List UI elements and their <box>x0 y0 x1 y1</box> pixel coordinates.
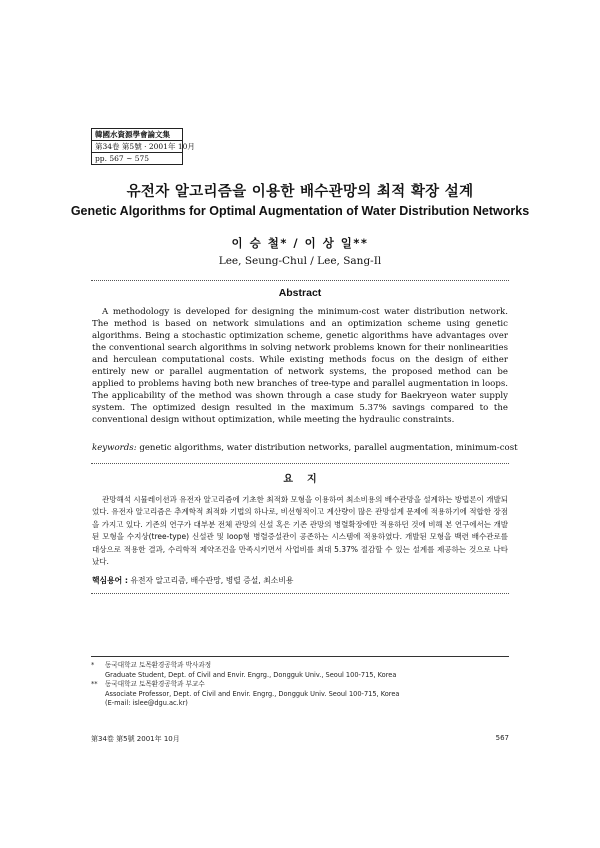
footnote-1-ko <box>91 661 509 671</box>
footnote-2-ko-text: 동국대학교 토목환경공학과 부교수 <box>105 680 205 689</box>
footnote-2-email: (E-mail: islee@dgu.ac.kr) <box>105 699 188 708</box>
authors-korean: 이 승 철* / 이 상 일** <box>231 236 369 250</box>
yoji-text: 관망해석 시뮬레이션과 유전자 알고리즘에 기초한 최적화 모형을 이용하여 최소비용의 배수관망을 설계하는 방법론이 개발되었다. 유전자 알고리즘은 추계학적 최적화 기법의 하나로, 비선형적이고 계산량이 많은 관망설계 문제에 적용하기에 적합한 장점을 가지고 있다. 기존의 연구가 대부분 전체 관망의 신설 혹은 기존 관망의 병렬확장에만 적용하던 것에 비해 본 연구에서는 개발된 모형을 수지상(tree-type) 신설관 및 loop형 병렬증설관이 공존하는 시스템에 적용하였다. 개발된 모형을 백련 배수관로를 대상으로 적용한 결과, 수리학적 제약조건을 만족시키면서 사업비를 최대 5.37% 절감할 수 있는 설계를 제공하는 것으로 나타났다. <box>92 495 508 567</box>
journal-pages: pp. 567 ~ 575 <box>95 154 150 163</box>
divider-top <box>91 280 509 281</box>
divider-bottom <box>91 593 509 594</box>
yoji-keywords-list: 유전자 알고리즘, 배수관망, 병렬 증설, 최소비용 <box>130 576 294 585</box>
page-footer <box>91 734 509 744</box>
abstract-heading: Abstract <box>278 287 322 299</box>
yoji-keywords <box>92 575 508 586</box>
title-korean: 유전자 알고리즘을 이용한 배수관망의 최적 확장 설계 <box>126 184 474 200</box>
footnote-2-ko <box>91 680 509 690</box>
divider-mid <box>91 463 509 464</box>
keywords-list: genetic algorithms, water distribution networks, parallel augmentation, minimum-cost <box>139 443 518 453</box>
journal-info-box <box>91 128 195 165</box>
keywords-label: keywords: <box>92 443 137 453</box>
footnotes <box>91 661 509 709</box>
journal-volume: 第34卷 第5號 · 2001年 10月 <box>92 141 182 153</box>
footer-issue: 第34卷 第5號 2001年 10月 <box>91 735 180 743</box>
footnote-1-mark: * <box>91 661 95 669</box>
footnote-rule <box>91 656 509 657</box>
abstract-text: A methodology is developed for designing the minimum-cost water distribution network. The method is based on network simulations and an optimization scheme using genetic algorithms. Being a stochastic optimization scheme, genetic algorithms have advantages over the conventional search algorithms in solving network problems known for their nonlinearities and herculean computational costs. While existing methods focus on the design of either entirely new or parallel augmentation of network systems, the proposed method can be applied to problems having both new branches of tree-type and parallel augmentation in loops. The applicability of the method was shown through a case study for Baekryeon water supply system. The optimized design resulted in the maximum 5.37% savings compared to the conventional design without optimization, while meeting the hydraulic constraints. <box>92 307 508 426</box>
footnote-2-en: Associate Professor, Dept. of Civil and Envir. Engrg., Dongguk Univ. Seoul 100-715, Korea <box>105 689 400 698</box>
journal-name: 韓國水資源學會論文集 <box>92 129 182 141</box>
footnote-2-mark: ** <box>91 680 98 689</box>
abstract-keywords <box>92 442 518 454</box>
title-english: Genetic Algorithms for Optimal Augmentation of Water Distribution Networks <box>70 204 530 218</box>
yoji-heading: 요 지 <box>283 474 317 485</box>
footnote-1-en: Graduate Student, Dept. of Civil and Envir. Engrg., Dongguk Univ., Seoul 100-715, Korea <box>105 670 397 679</box>
authors-english: Lee, Seung-Chul / Lee, Sang-Il <box>218 255 382 267</box>
footnote-1-ko-text: 동국대학교 토목환경공학과 박사과정 <box>105 661 212 669</box>
page-number: 567 <box>495 734 509 742</box>
yoji-keywords-label: 핵심용어 : <box>92 576 128 585</box>
